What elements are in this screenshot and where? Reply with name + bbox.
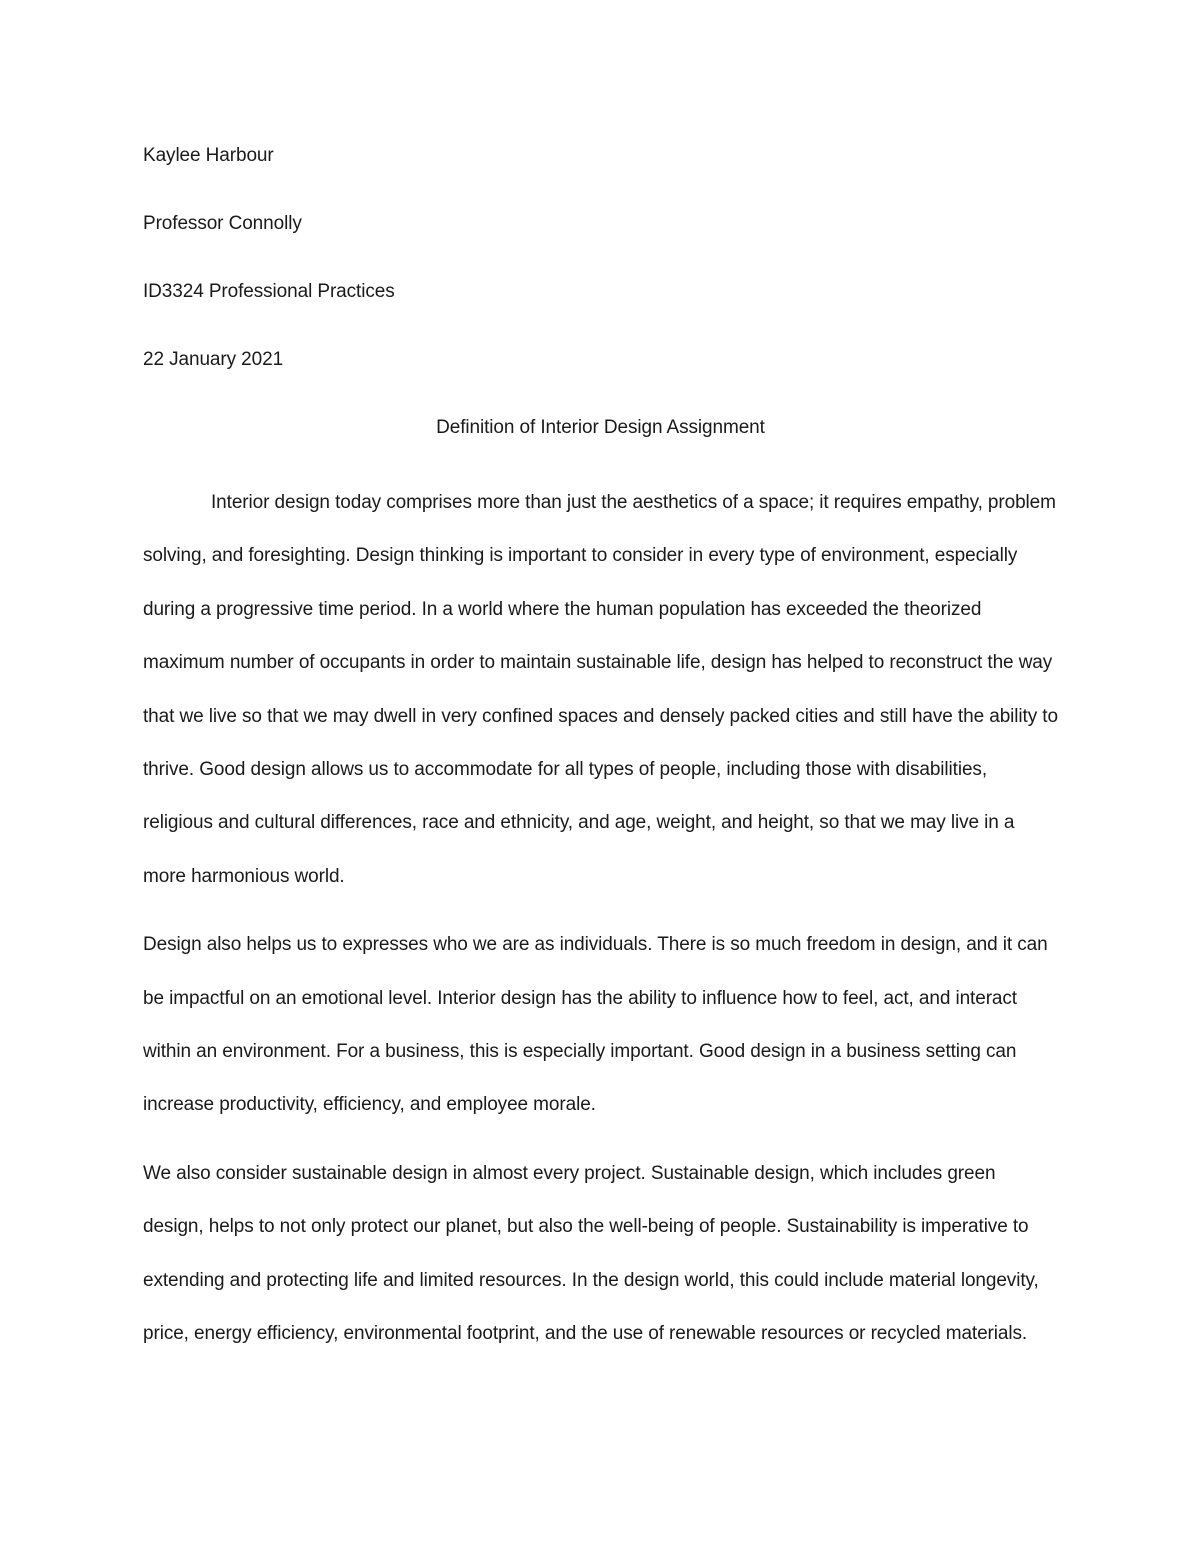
document-date: 22 January 2021 — [143, 349, 284, 370]
professor-name: Professor Connolly — [143, 213, 302, 234]
document-body — [143, 136, 1058, 1361]
student-name: Kaylee Harbour — [143, 145, 274, 166]
paragraph-3: We also consider sustainable design in almost every project. Sustainable design, which includes green design, helps to not only protect our planet, but also the well-being of people. Sustainability is imperative to extending and protecting life and limited resources. In the design world, this could include material longevity, price, energy efficiency, environmental footprint, and the use of renewable resources or recycled materials. — [143, 1162, 1039, 1345]
paragraph-2: Design also helps us to expresses who we are as individuals. There is so much freedom in design, and it can be impactful on an emotional level. Interior design has the ability to influence how to feel, act, and interact within an environment. For a business, this is especially important. Good design in a business setting can increase productivity, efficiency, and employee morale. — [143, 934, 1048, 1116]
course-name: ID3324 Professional Practices — [143, 281, 395, 302]
paragraph-1: Interior design today comprises more than just the aesthetics of a space; it requires empathy, problem solving, and foresighting. Design thinking is important to consider in every type of environment, especially during a progressive time period. In a world where the human population has exceeded the theorized maximum number of occupants in order to maintain sustainable life, design has helped to reconstruct the way that we live so that we may dwell in very confined spaces and densely packed cities and still have the ability to thrive. Good design allows us to accommodate for all types of people, including those with disabilities, religious and cultural differences, race and ethnicity, and age, weight, and height, so that we may live in a more harmonious world. — [143, 492, 1058, 887]
document-title: Definition of Interior Design Assignment — [436, 417, 765, 438]
